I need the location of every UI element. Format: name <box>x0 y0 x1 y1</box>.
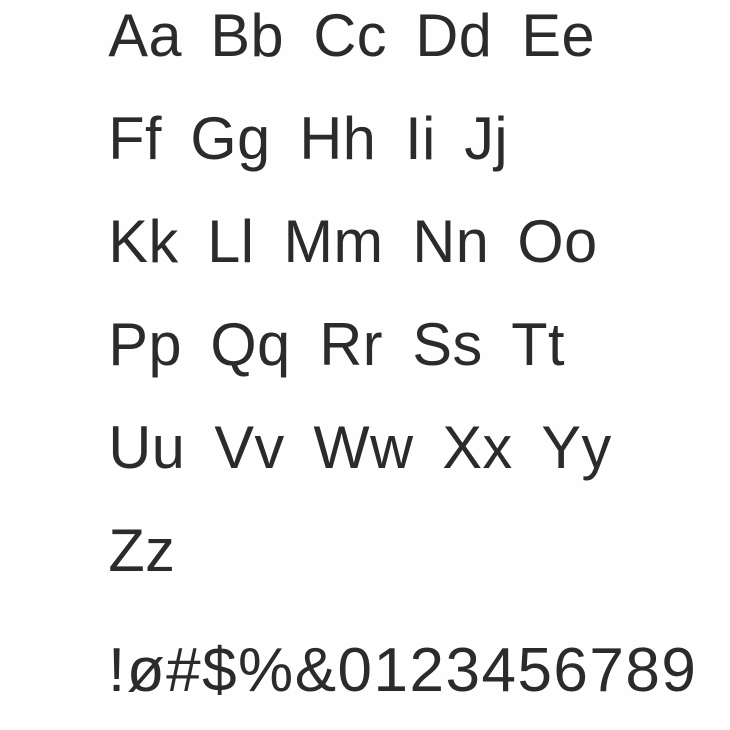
letter-pair-text: Gg <box>190 105 271 172</box>
letter-pair-text: Ss <box>412 311 483 378</box>
letter-pair-text: Uu <box>108 414 186 481</box>
letter-pair-text: Hh <box>299 105 377 172</box>
letter-pair <box>464 105 509 172</box>
letter-pair <box>108 2 183 69</box>
letter-pair-text: Ii <box>405 105 436 172</box>
letter-pair-text: Aa <box>108 2 183 69</box>
letter-pair-text: Rr <box>319 311 384 378</box>
letter-pair-text: Pp <box>108 311 183 378</box>
letter-pair <box>214 414 285 481</box>
letter-pair <box>108 208 179 275</box>
letter-pair-text: Jj <box>464 105 509 172</box>
letter-pair <box>541 414 612 481</box>
alphabet-row <box>108 311 668 418</box>
letter-pair <box>442 414 513 481</box>
letter-pair <box>210 2 285 69</box>
letter-pair <box>210 311 292 378</box>
letter-pair <box>511 311 565 378</box>
alphabet-row <box>108 517 668 624</box>
letter-pair-text: Ww <box>313 414 414 481</box>
letter-pair <box>283 208 384 275</box>
letter-pair <box>108 517 176 584</box>
letter-pair <box>405 105 436 172</box>
letter-pair-text: Xx <box>442 414 513 481</box>
letter-pair-text: Ee <box>521 2 595 69</box>
letter-pair-text: Dd <box>415 2 493 69</box>
letter-pair-text: Cc <box>313 2 387 69</box>
letter-pair-text: Ff <box>108 105 163 172</box>
alphabet-row <box>108 414 668 521</box>
letter-pair <box>521 2 595 69</box>
letter-pair <box>207 208 255 275</box>
letter-pair <box>313 414 414 481</box>
letter-pair-text: Zz <box>108 517 176 584</box>
symbols-line <box>108 636 698 705</box>
letter-pair <box>299 105 377 172</box>
letter-pair <box>108 311 183 378</box>
letter-pair <box>412 311 483 378</box>
letter-pair-text: Kk <box>108 208 179 275</box>
letter-pair <box>517 208 599 275</box>
letter-pair <box>319 311 384 378</box>
alphabet-grid <box>108 2 668 624</box>
letter-pair-text: Mm <box>283 208 384 275</box>
letter-pair-text: Qq <box>210 311 292 378</box>
letter-pair <box>108 105 163 172</box>
letter-pair-text: Vv <box>214 414 285 481</box>
letter-pair-text: Oo <box>517 208 599 275</box>
alphabet-row <box>108 208 668 315</box>
letter-pair-text: Yy <box>541 414 612 481</box>
letter-pair <box>313 2 387 69</box>
letter-pair <box>108 414 186 481</box>
letter-pair-text: Bb <box>210 2 285 69</box>
letter-pair <box>415 2 493 69</box>
letter-pair-text: Ll <box>207 208 255 275</box>
letter-pair <box>412 208 490 275</box>
symbols-text: !ø#$%&0123456789 <box>108 636 698 705</box>
letter-pair-text: Nn <box>412 208 490 275</box>
letter-pair-text: Tt <box>511 311 565 378</box>
alphabet-row <box>108 2 668 109</box>
alphabet-row <box>108 105 668 212</box>
letter-pair <box>190 105 271 172</box>
